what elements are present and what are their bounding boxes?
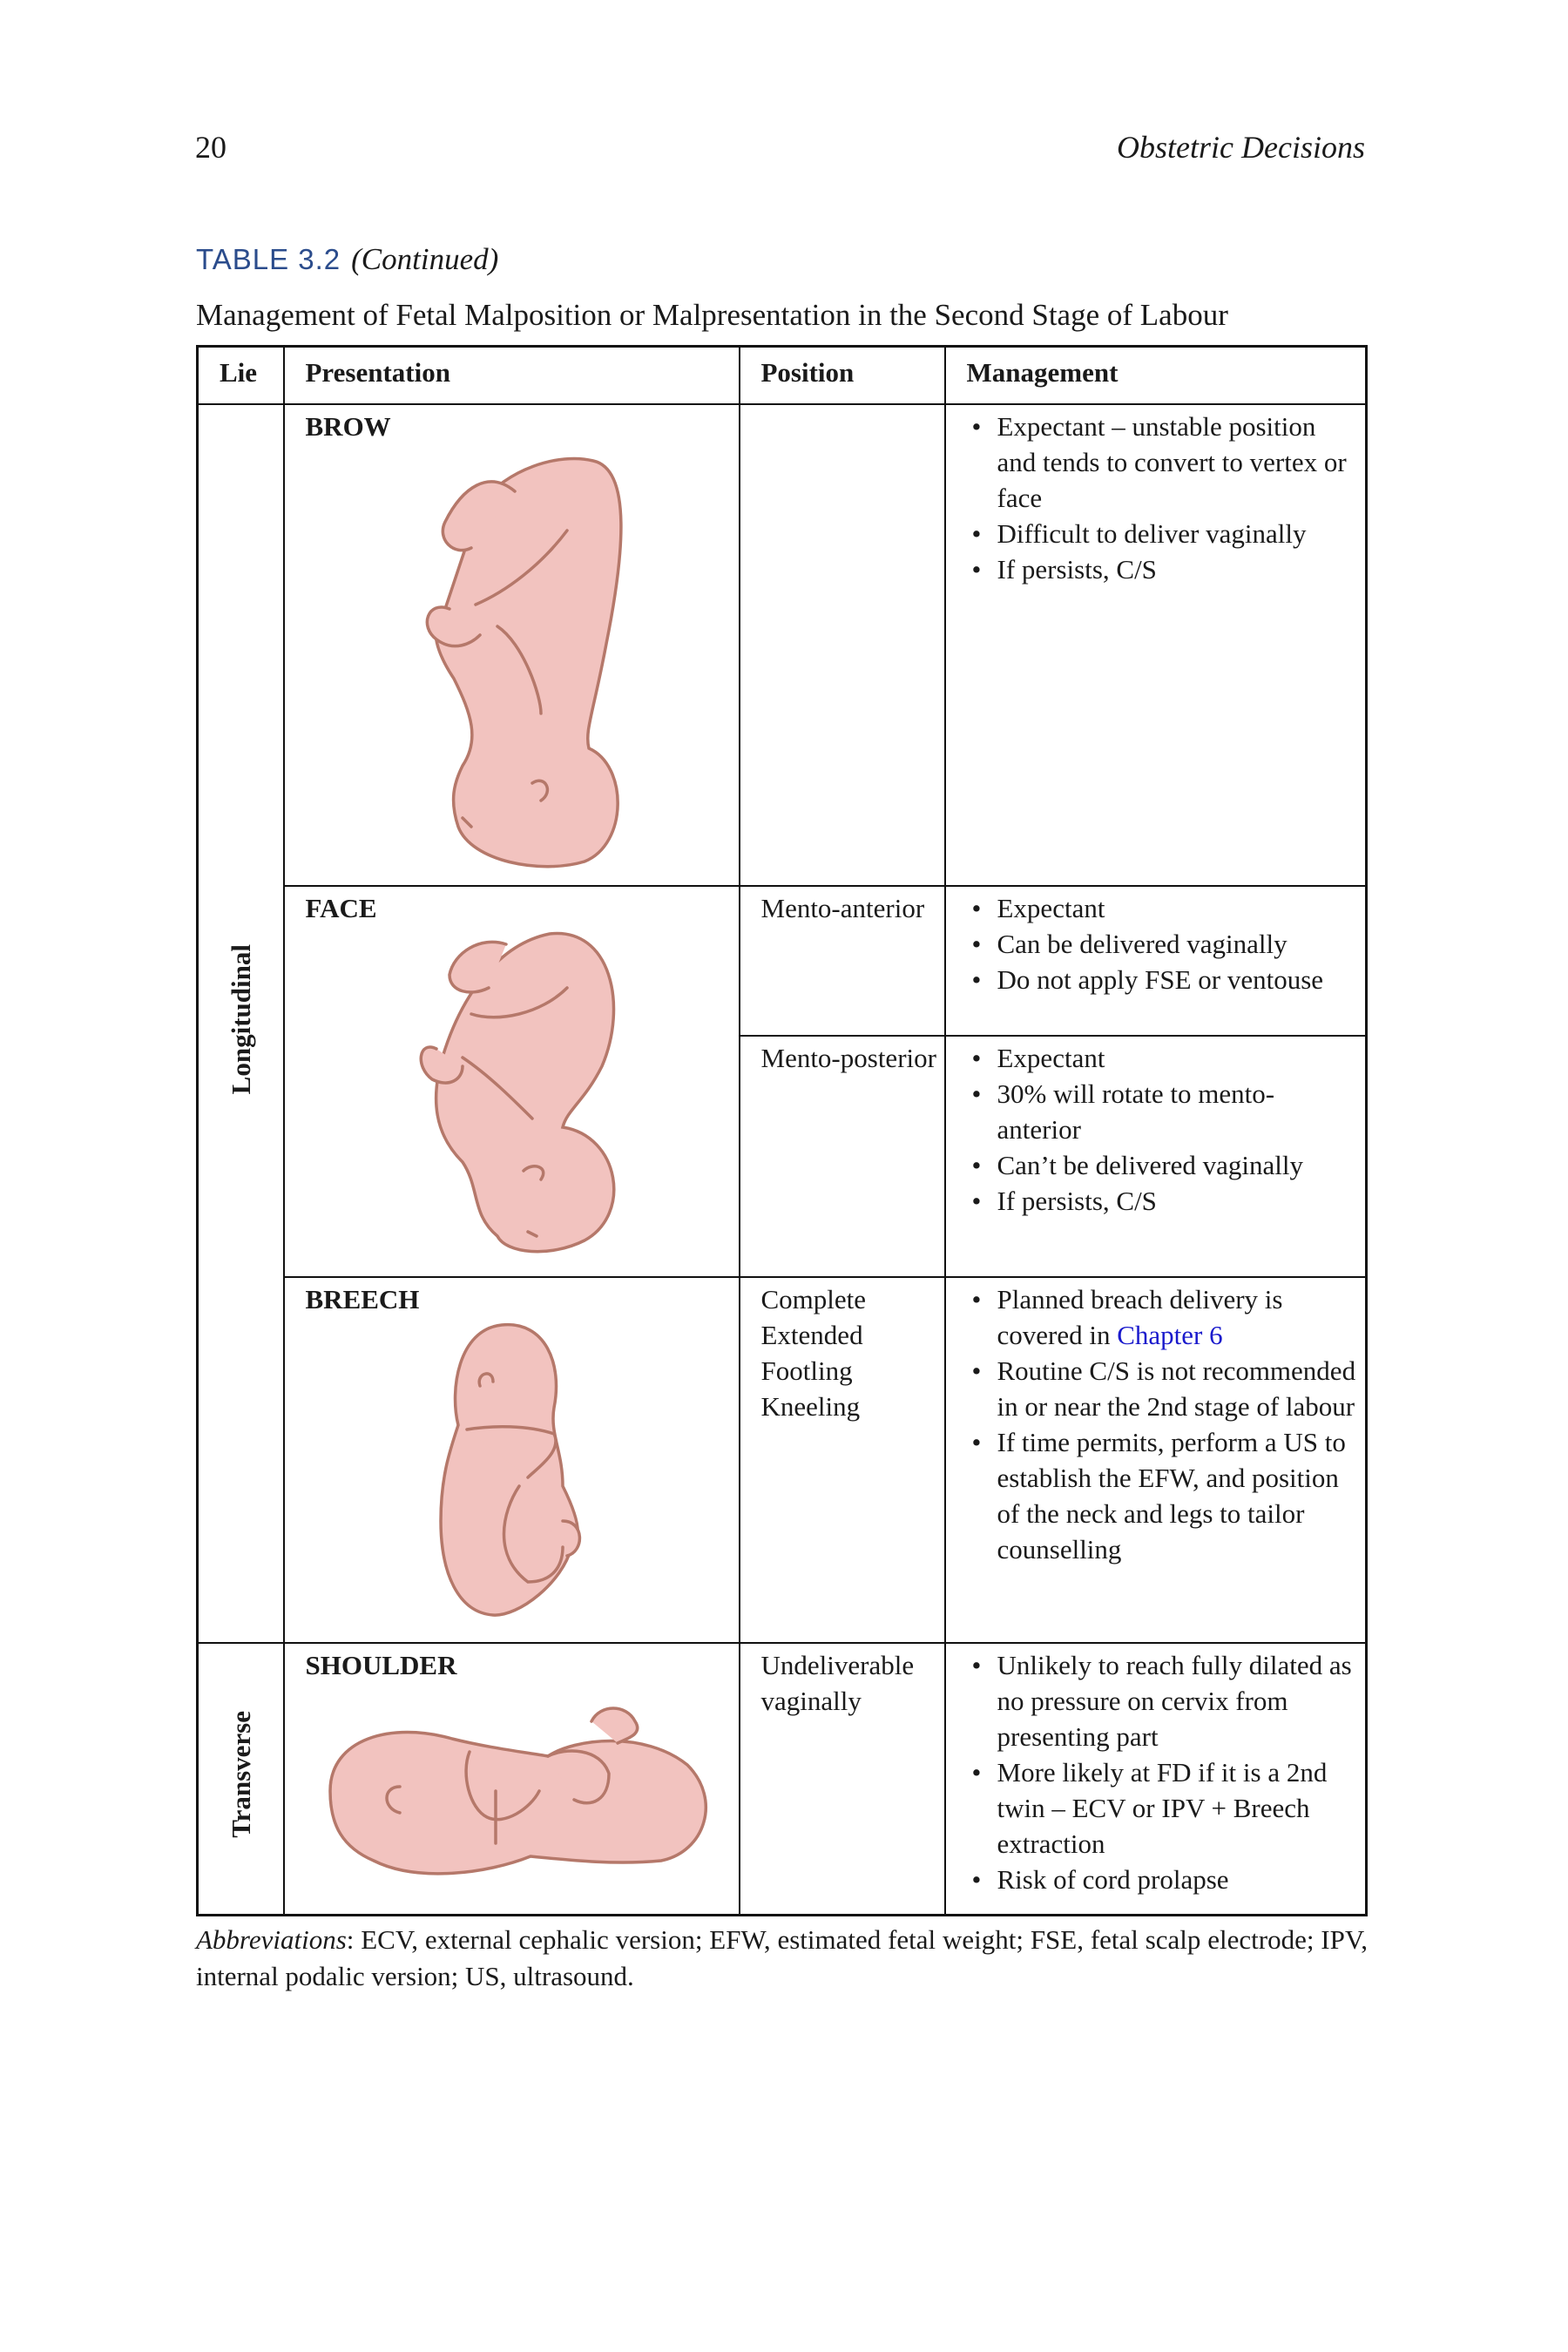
table-header-row <box>198 347 1367 405</box>
position-kneeling: Kneeling <box>760 1391 861 1422</box>
column-header-management: Management <box>945 347 1367 405</box>
position-shoulder: Undeliverable vaginally <box>740 1643 945 1915</box>
management-item: • More likely at FD if it is a 2nd twin – ECV or IPV + Breech extraction <box>967 1754 1357 1862</box>
chapter-6-link[interactable]: Chapter 6 <box>1117 1320 1223 1350</box>
presentation-shoulder <box>284 1643 740 1915</box>
position-breech <box>740 1277 945 1643</box>
lie-longitudinal-label: Longitudinal <box>225 943 256 1095</box>
management-item: • Difficult to deliver vaginally <box>967 516 1357 551</box>
management-shoulder <box>945 1643 1367 1915</box>
position-complete: Complete <box>760 1284 867 1315</box>
management-item <box>967 1281 1357 1353</box>
table-row-shoulder <box>198 1643 1367 1915</box>
fetus-breech-illustration <box>432 1321 593 1621</box>
abbreviations-label: Abbreviations <box>196 1924 347 1955</box>
management-item: • Can’t be delivered vaginally <box>967 1147 1357 1183</box>
table-label <box>196 242 498 277</box>
lie-transverse-label: Transverse <box>225 1710 256 1838</box>
management-item: • Expectant <box>967 1040 1357 1076</box>
abbreviations-text: : ECV, external cephalic version; EFW, estimated fetal weight; FSE, fetal scalp electrode; IPV, internal podalic version; US, ultrasound. <box>196 1924 1368 1991</box>
table-row-brow <box>198 404 1367 886</box>
fetus-face-illustration <box>410 927 628 1258</box>
management-item: • If persists, C/S <box>967 1183 1357 1219</box>
presentation-breech <box>284 1277 740 1643</box>
lie-transverse <box>198 1643 284 1915</box>
management-brow <box>945 404 1367 886</box>
position-footling: Footling <box>760 1355 853 1386</box>
page-number: 20 <box>195 130 226 165</box>
management-item: • Can be delivered vaginally <box>967 926 1357 962</box>
management-item: • Expectant <box>967 890 1357 926</box>
column-header-presentation: Presentation <box>284 347 740 405</box>
position-mento-posterior: Mento-posterior <box>740 1036 945 1277</box>
presentation-brow <box>284 404 740 886</box>
presentation-label: SHOULDER <box>305 1650 457 1680</box>
lie-longitudinal <box>198 404 284 1643</box>
management-item: • Do not apply FSE or ventouse <box>967 962 1357 997</box>
management-item: • 30% will rotate to mento-anterior <box>967 1076 1357 1147</box>
presentation-label: BREECH <box>305 1284 420 1315</box>
fetus-shoulder-illustration <box>313 1686 713 1882</box>
fetus-brow-illustration <box>410 452 628 870</box>
management-item: • Unlikely to reach fully dilated as no pressure on cervix from presenting part <box>967 1647 1357 1754</box>
table-number: TABLE 3.2 <box>196 243 341 275</box>
column-header-position: Position <box>740 347 945 405</box>
presentation-label: BROW <box>305 411 391 442</box>
management-mento-posterior <box>945 1036 1367 1277</box>
management-item: • Expectant – unstable position and tends to convert to vertex or face <box>967 409 1357 516</box>
column-header-lie: Lie <box>198 347 284 405</box>
management-item: • Routine C/S is not recommended in or near the 2nd stage of labour <box>967 1353 1357 1424</box>
table-row-face-mento-anterior <box>198 886 1367 1036</box>
abbreviations-footnote <box>196 1922 1368 1995</box>
table-row-breech <box>198 1277 1367 1643</box>
table-continued: (Continued) <box>351 242 499 276</box>
position-brow <box>740 404 945 886</box>
running-head: Obstetric Decisions <box>1117 130 1365 165</box>
presentation-face <box>284 886 740 1277</box>
management-breech <box>945 1277 1367 1643</box>
management-item: • Risk of cord prolapse <box>967 1862 1357 1897</box>
table-caption: Management of Fetal Malposition or Malpresentation in the Second Stage of Labour <box>196 298 1228 332</box>
position-extended: Extended <box>760 1320 863 1350</box>
position-mento-anterior: Mento-anterior <box>740 886 945 1036</box>
management-mento-anterior <box>945 886 1367 1036</box>
presentation-label: FACE <box>305 893 377 923</box>
management-item: • If time permits, perform a US to establish the EFW, and position of the neck and legs to tailor counselling <box>967 1424 1357 1567</box>
management-text: Planned breach delivery is covered in <box>997 1284 1283 1350</box>
management-item: • If persists, C/S <box>967 551 1357 587</box>
management-table <box>196 345 1368 1916</box>
